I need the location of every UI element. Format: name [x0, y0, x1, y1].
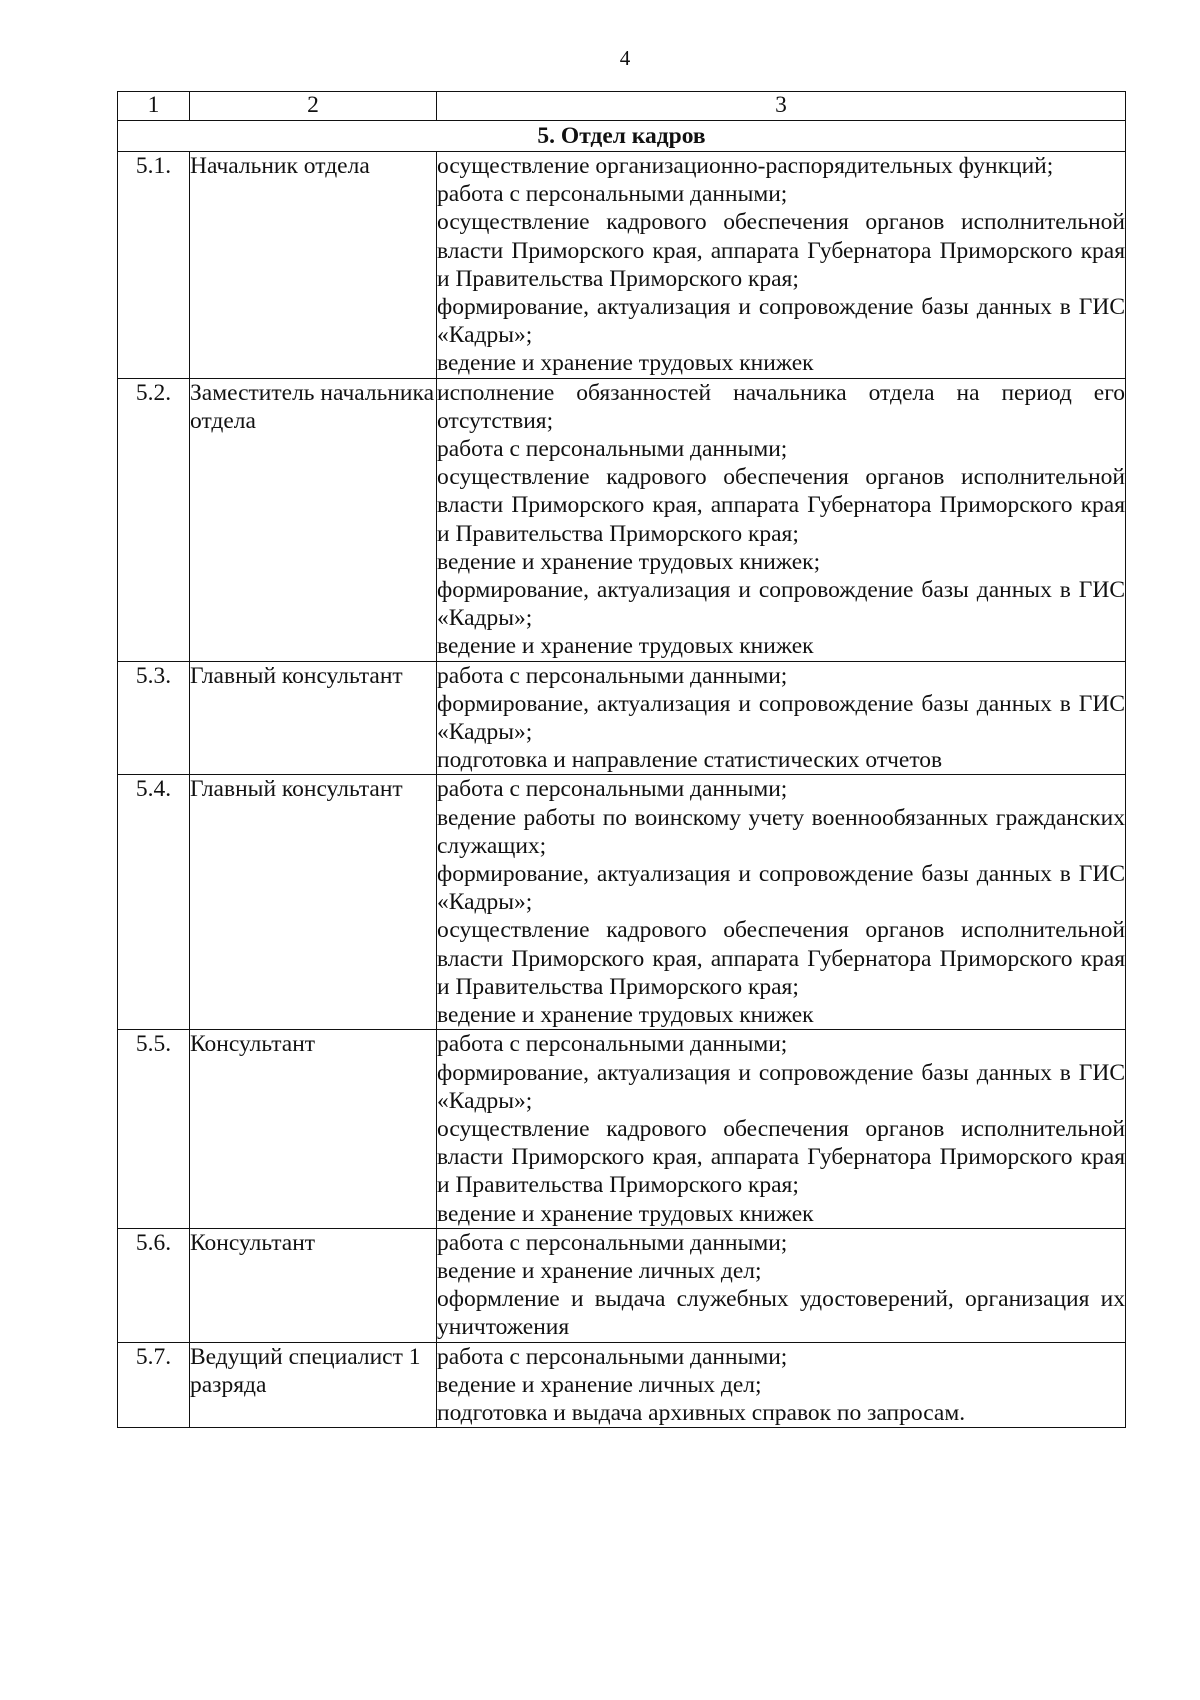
position-title: Консультант	[190, 1030, 437, 1228]
duty-item: формирование, актуализация и сопровождение базы данных в ГИС «Кадры»;	[437, 294, 1125, 349]
duty-item: ведение и хранение трудовых книжек;	[437, 548, 821, 575]
position-title: Консультант	[190, 1228, 437, 1342]
row-number: 5.3.	[118, 661, 190, 775]
duty-item: подготовка и направление статистических отчетов	[437, 747, 943, 774]
duty-item: исполнение обязанностей начальника отдела на период его отсутствия;	[437, 379, 1125, 434]
duty-item: осуществление кадрового обеспечения органов исполнительной власти Приморского края, аппарата Губернатора Приморского края и Правительства Приморского края;	[437, 464, 1125, 547]
duty-item: ведение и хранение личных дел;	[437, 1257, 762, 1284]
duties-cell	[437, 1228, 1126, 1342]
duty-item: работа с персональными данными;	[437, 1343, 788, 1370]
duties-cell	[437, 661, 1126, 775]
duty-item: работа с персональными данными;	[437, 1031, 788, 1058]
header-cell-3: 3	[437, 92, 1126, 121]
position-title: Главный консультант	[190, 661, 437, 775]
duty-item: работа с персональными данными;	[437, 776, 788, 803]
row-number: 5.6.	[118, 1228, 190, 1342]
table-row	[118, 775, 1126, 1030]
row-number: 5.5.	[118, 1030, 190, 1228]
position-title: Заместитель начальника отдела	[190, 378, 437, 661]
row-number: 5.2.	[118, 378, 190, 661]
table-row	[118, 1030, 1126, 1228]
row-number: 5.1.	[118, 152, 190, 379]
duty-item: формирование, актуализация и сопровождение базы данных в ГИС «Кадры»;	[437, 577, 1125, 632]
duty-item: работа с персональными данными;	[437, 1229, 788, 1256]
duty-item: ведение и хранение трудовых книжек	[437, 1002, 814, 1029]
position-title: Главный консультант	[190, 775, 437, 1030]
duty-item: работа с персональными данными;	[437, 181, 788, 208]
duty-item: ведение и хранение личных дел;	[437, 1371, 762, 1398]
duty-item: работа с персональными данными;	[437, 436, 788, 463]
table-row	[118, 661, 1126, 775]
duties-cell	[437, 1030, 1126, 1228]
duty-item: осуществление кадрового обеспечения органов исполнительной власти Приморского края, аппарата Губернатора Приморского края и Правительства Приморского края;	[437, 917, 1125, 1000]
table-row	[118, 378, 1126, 661]
header-cell-2: 2	[190, 92, 437, 121]
duty-item: формирование, актуализация и сопровождение базы данных в ГИС «Кадры»;	[437, 861, 1125, 916]
duty-item: подготовка и выдача архивных справок по запросам.	[437, 1399, 966, 1426]
duty-item: работа с персональными данными;	[437, 662, 788, 689]
duty-item: оформление и выдача служебных удостоверений, организация их уничтожения	[437, 1286, 1125, 1341]
staff-duties-table	[117, 91, 1126, 1428]
duty-item: ведение и хранение трудовых книжек	[437, 1200, 814, 1227]
table-row	[118, 1228, 1126, 1342]
page-number: 4	[619, 46, 631, 70]
duty-item: осуществление кадрового обеспечения органов исполнительной власти Приморского края, аппарата Губернатора Приморского края и Правительства Приморского края;	[437, 1115, 1125, 1199]
duties-cell	[437, 378, 1126, 661]
duty-item: осуществление организационно-распорядительных функций;	[437, 153, 1054, 179]
duty-item: формирование, актуализация и сопровождение базы данных в ГИС «Кадры»;	[437, 690, 1125, 746]
row-number: 5.4.	[118, 775, 190, 1030]
duty-item: ведение и хранение трудовых книжек	[437, 633, 814, 660]
section-title: 5. Отдел кадров	[118, 121, 1126, 152]
duty-item: ведение и хранение трудовых книжек	[437, 350, 814, 377]
section-title-row	[118, 121, 1126, 152]
table-header-row	[118, 92, 1126, 121]
duties-cell	[437, 775, 1126, 1030]
duty-item: формирование, актуализация и сопровождение базы данных в ГИС «Кадры»;	[437, 1059, 1125, 1114]
table-row	[118, 152, 1126, 379]
duties-cell	[437, 1342, 1126, 1428]
duty-item: ведение работы по воинскому учету военнообязанных гражданских служащих;	[437, 804, 1125, 859]
position-title: Начальник отдела	[190, 152, 437, 379]
header-cell-1: 1	[118, 92, 190, 121]
duty-item: осуществление кадрового обеспечения органов исполнительной власти Приморского края, аппарата Губернатора Приморского края и Правительства Приморского края;	[437, 209, 1125, 292]
duties-cell	[437, 152, 1126, 379]
position-title: Ведущий специалист 1 разряда	[190, 1342, 437, 1428]
table-row	[118, 1342, 1126, 1428]
row-number: 5.7.	[118, 1342, 190, 1428]
